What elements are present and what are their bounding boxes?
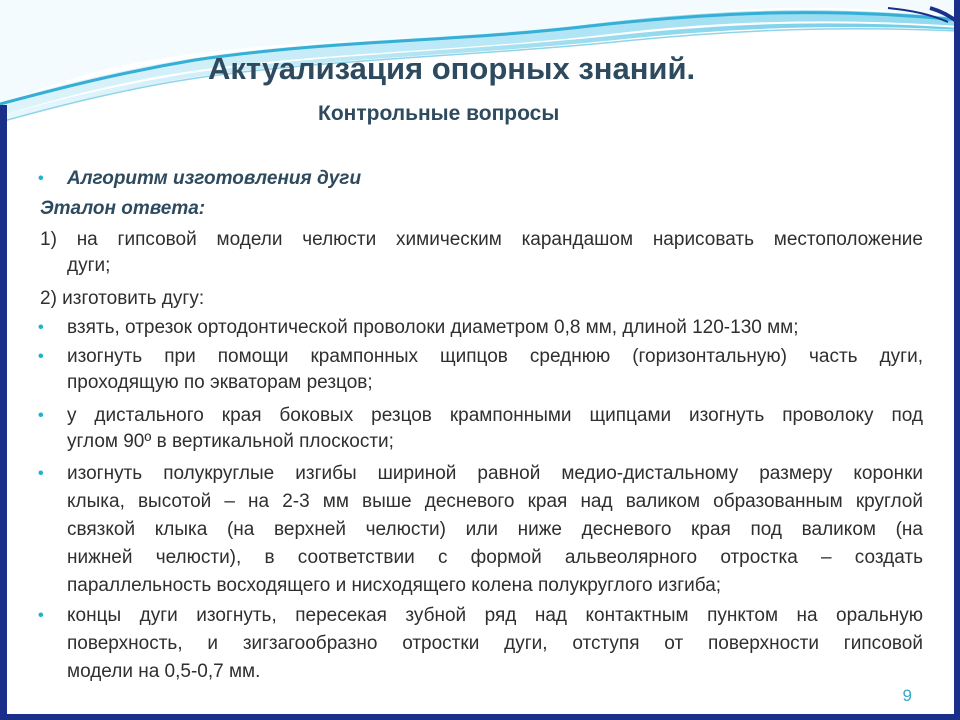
bullet-icon: • [38,465,44,482]
bullet-2-line-2: проходящую по экваторам резцов; [67,372,373,393]
bullet-4-line-3-text: связкой клыка (на верхней челюсти) или ниже десневого края под валиком (на [67,519,923,540]
bullet-4-line-3 [67,517,923,542]
step1-line-2: дуги; [67,255,111,276]
bullet-icon: • [38,607,44,624]
bullet-4-line-5: параллельность восходящего и нисходящего колена полукруглого изгиба; [67,575,722,596]
bullet-2-line-1-text: изогнуть при помощи крампонных щипцов среднюю (горизонтальную) часть дуги, [67,346,923,367]
bullet-2-line-1 [67,344,923,369]
step2-text: 2) изготовить дугу: [40,288,205,309]
bullet-3-line-1 [67,403,923,428]
page-number: 9 [902,686,912,705]
bullet-icon: • [38,348,44,365]
bullet-1-line-1: взять, отрезок ортодонтической проволоки диаметром 0,8 мм, длиной 120-130 мм; [67,317,799,338]
step1-line-1 [40,227,923,252]
bullet-5-line-2 [67,631,923,656]
bullet-4-line-2 [67,489,923,514]
bullet-5-line-1-text: концы дуги изогнуть, пересекая зубной ряд над контактным пунктом на оральную [67,605,923,626]
lead-bullet-text: Алгоритм изготовления дуги [67,168,362,189]
slide-title: Актуализация опорных знаний. [208,51,696,86]
bullet-3-line-1-text: у дистального края боковых резцов крампонными щипцами изогнуть проволоку под [67,405,923,426]
step1-line-1-text: 1) на гипсовой модели челюсти химическим карандашом нарисовать местоположение [40,229,923,250]
bullet-3-line-2: углом 90º в вертикальной плоскости; [67,431,394,452]
bullet-5-line-2-text: поверхность, и зигзагообразно отростки дуги, отступя от поверхности гипсовой [67,633,923,654]
bullet-icon: • [38,170,44,187]
bullet-icon: • [38,319,44,336]
slide-subtitle: Контрольные вопросы [318,102,560,125]
bullet-4-line-2-text: клыка, высотой – на 2-3 мм выше десневого края над валиком образованным круглой [67,491,923,512]
bullet-4-line-4-text: нижней челюсти), в соответствии с формой альвеолярного отростка – создать [67,547,923,568]
bullet-4-line-4 [67,545,923,570]
bullet-icon: • [38,407,44,424]
bullet-5-line-1 [67,603,923,628]
bullet-5-line-3: модели на 0,5-0,7 мм. [67,661,261,682]
bullet-4-line-1-text: изогнуть полукруглые изгибы шириной равной медио-дистальному размеру коронки [67,463,923,484]
bullet-4-line-1 [67,461,923,486]
reference-label: Эталон ответа: [40,198,206,219]
